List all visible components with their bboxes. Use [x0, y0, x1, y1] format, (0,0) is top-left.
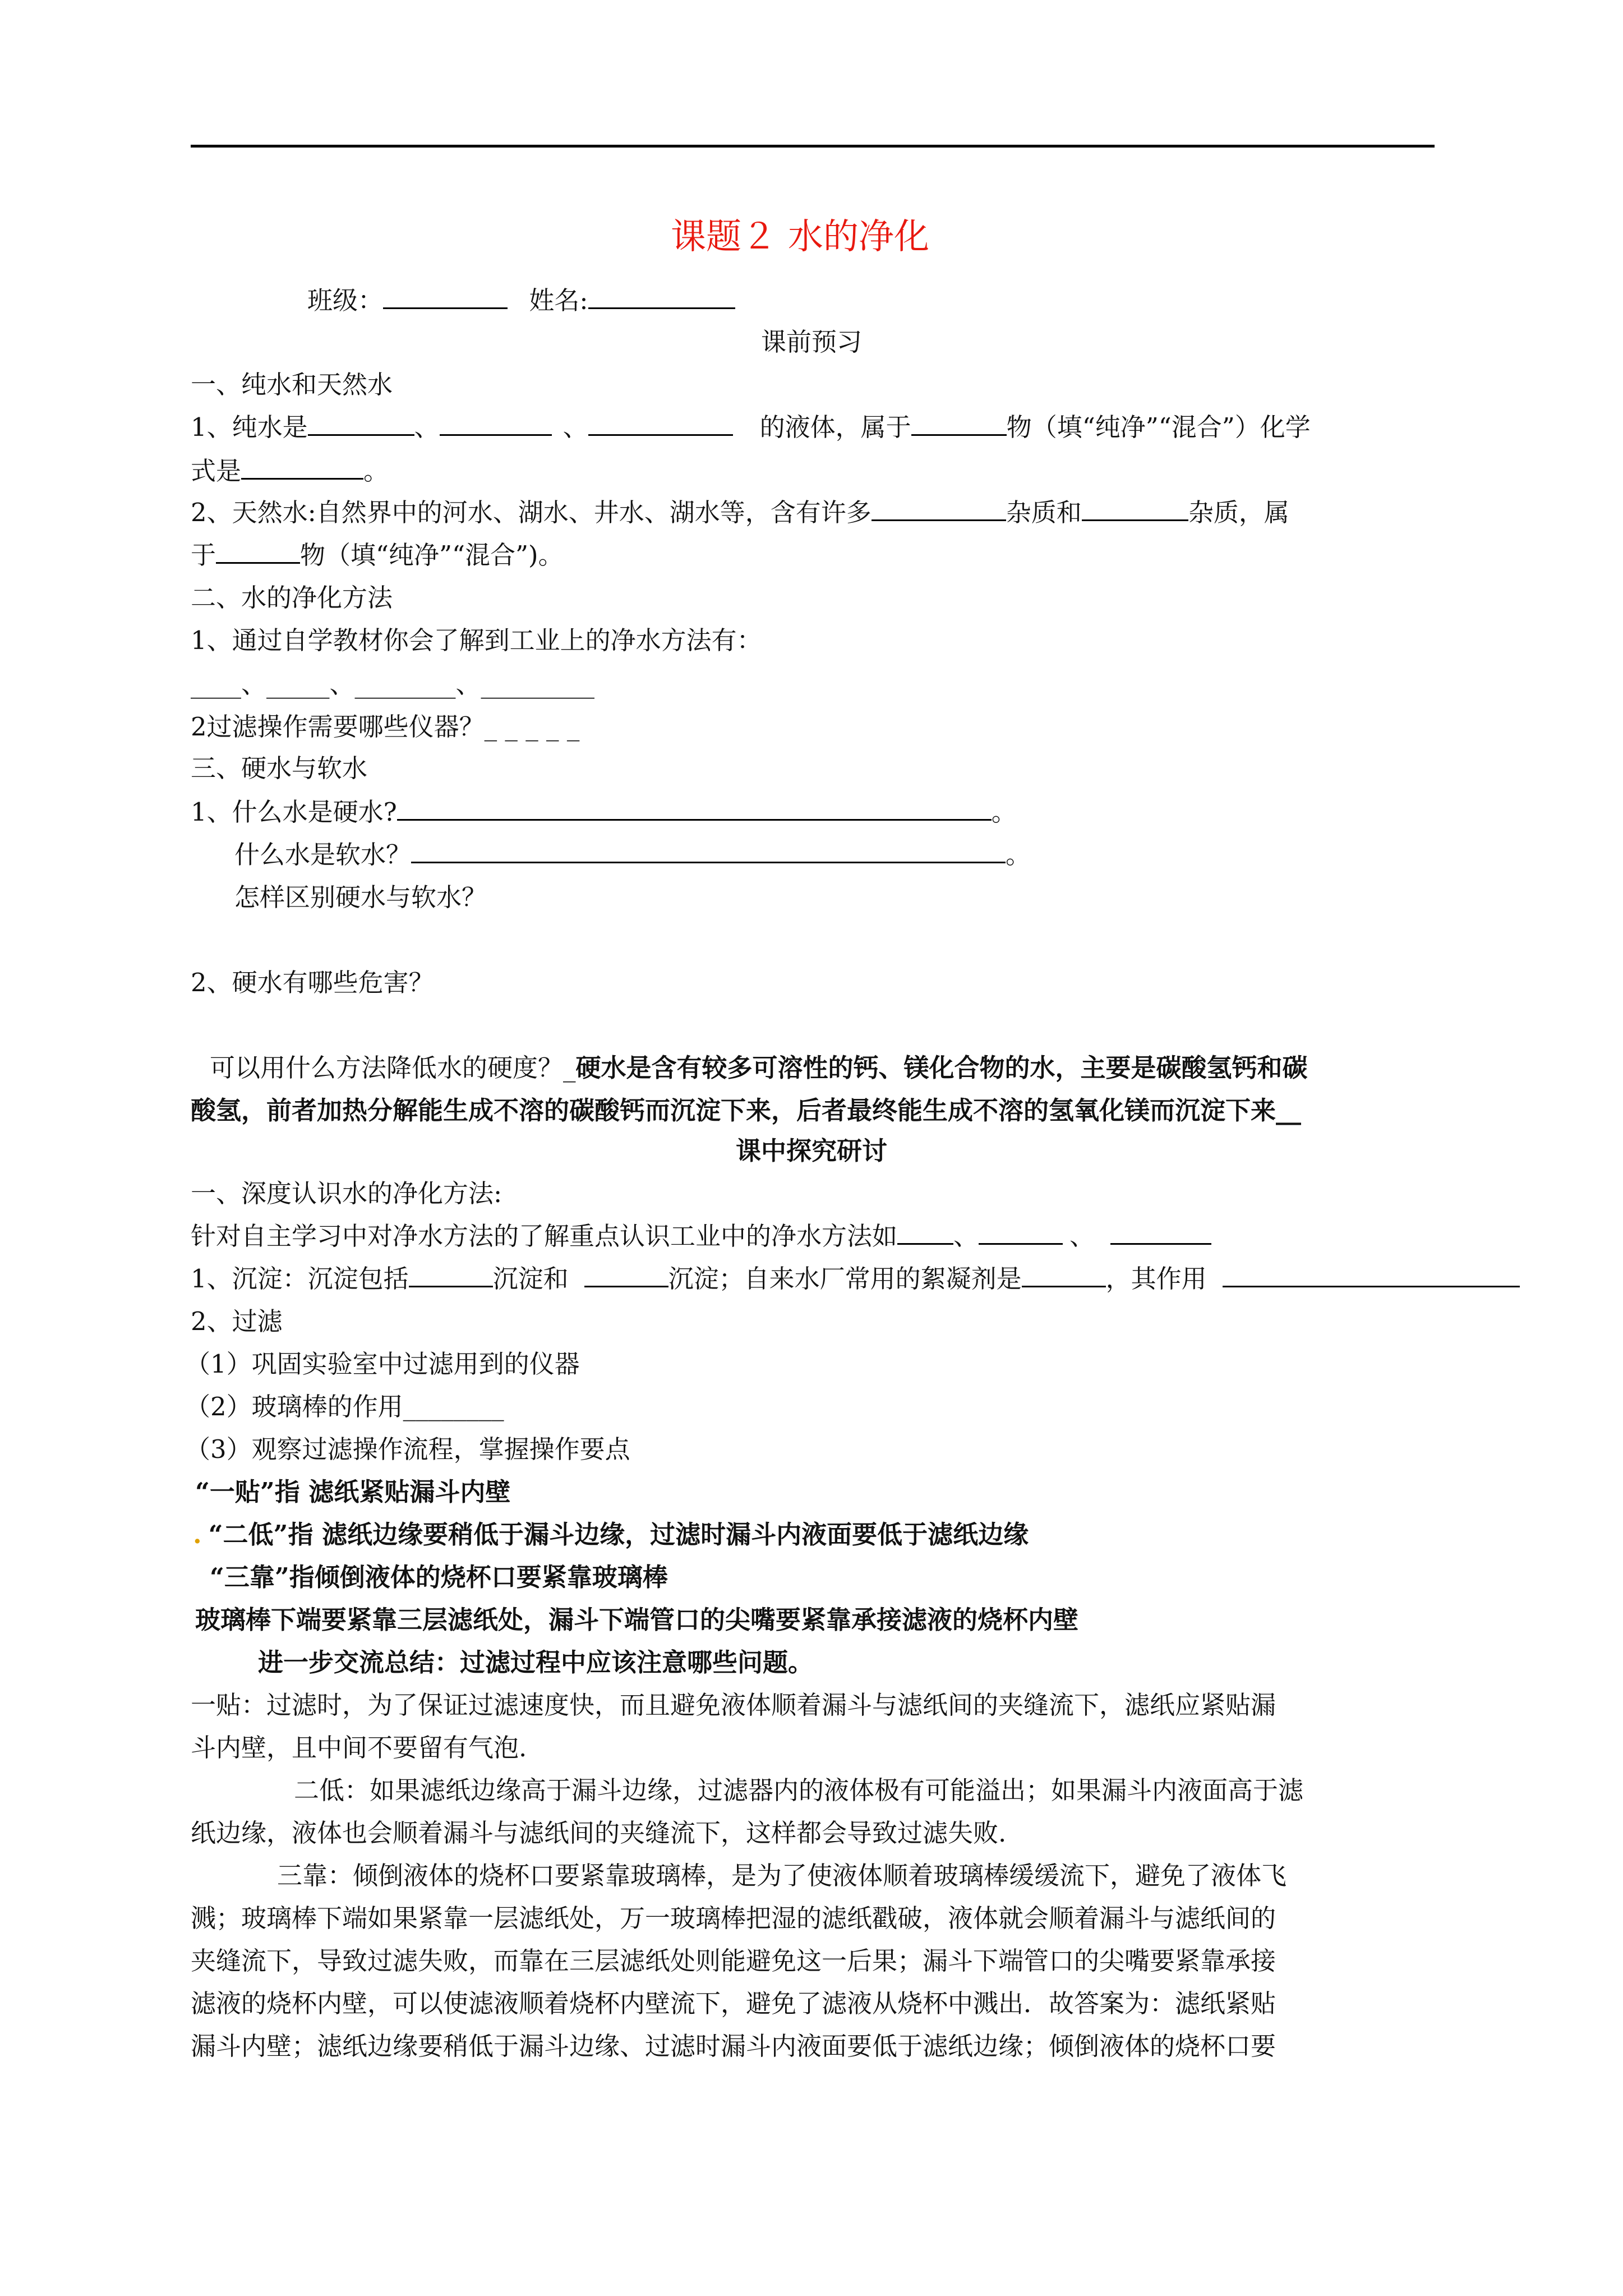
s1-q1-text: 1、纯水是	[191, 412, 308, 442]
para3-line4: 滤液的烧杯内壁，可以使滤液顺着烧杯内壁流下，避免了滤液从烧杯中溅出．故答案为：滤纸紧贴	[191, 1989, 1276, 2018]
c1-q1-text3: 沉淀；自来水厂常用的絮凝剂是	[668, 1264, 1022, 1294]
class-field[interactable]	[383, 284, 508, 309]
s3-q1b-end: 。	[1006, 840, 1031, 869]
s1-q1-blank3[interactable]	[588, 411, 733, 436]
s1-q2-text2: 杂质和	[1006, 498, 1082, 527]
c2-item2: （2）玻璃棒的作用________	[185, 1392, 504, 1421]
c1-heading: 一、深度认识水的净化方法:	[191, 1179, 502, 1208]
c1-intro-blank1[interactable]	[897, 1220, 953, 1245]
s1-question2-cont	[191, 539, 564, 572]
s2-question2: 2过滤操作需要哪些仪器？_ _ _ _ _	[191, 712, 580, 742]
tip-three-lean: “三靠”指倾倒液体的烧杯口要紧靠玻璃棒	[210, 1562, 668, 1592]
c2-item3: （3）观察过滤操作流程，掌握操作要点	[185, 1434, 630, 1464]
para1-line2: 斗内壁，且中间不要留有气泡.	[191, 1733, 527, 1763]
preview-heading: 课前预习	[760, 327, 862, 357]
section3-heading: 三、硬水与软水	[191, 753, 368, 783]
s1-q2-text3: 杂质，属	[1188, 498, 1289, 527]
s3-q3-text: 可以用什么方法降低水的硬度？_	[210, 1053, 576, 1083]
s3-q1-end: 。	[991, 797, 1017, 827]
para3-line3: 夹缝流下，导致过滤失败，而靠在三层滤纸处则能避免这一后果；漏斗下端管口的尖嘴要紧靠承接	[191, 1946, 1276, 1976]
s3-q3-answer-line1: 硬水是含有较多可溶性的钙、镁化合物的水，主要是碳酸氢钙和碳	[575, 1053, 1308, 1083]
section2-heading: 二、水的净化方法	[191, 583, 393, 613]
s1-q1-blank5[interactable]	[241, 454, 363, 480]
c1-q1-text4: ，其作用	[1105, 1264, 1207, 1294]
para2-line1: 二低：如果滤纸边缘高于漏斗边缘，过滤器内的液体极有可能溢出；如果漏斗内液面高于滤	[294, 1775, 1304, 1805]
name-label: 姓名:	[529, 286, 588, 315]
c1-sep2: 、	[1069, 1221, 1095, 1251]
s3-question2: 2、硬水有哪些危害？	[191, 968, 434, 997]
c1-q1-blank4[interactable]	[1223, 1262, 1520, 1287]
s3-q1-text: 1、什么水是硬水?	[191, 797, 397, 827]
s1-q2-text: 2、天然水:自然界中的河水、湖水、井水、湖水等，含有许多	[191, 498, 872, 527]
tip-three-lean-detail: 玻璃棒下端要紧靠三层滤纸处，漏斗下端管口的尖嘴要紧靠承接滤液的烧杯内壁	[195, 1605, 1079, 1635]
tip-two-low-text: “二低”指 滤纸边缘要稍低于漏斗边缘，过滤时漏斗内液面要低于滤纸边缘	[208, 1520, 1029, 1549]
para3-line2: 溅；玻璃棒下端如果紧靠一层滤纸处，万一玻璃棒把湿的滤纸戳破，液体就会顺着漏斗与滤纸间的	[191, 1903, 1276, 1933]
c1-q1-blank1[interactable]	[409, 1262, 493, 1287]
bullet-dot: .	[193, 1520, 202, 1549]
c2-heading: 2、过滤	[191, 1306, 283, 1336]
s3-q1-blank[interactable]	[397, 795, 992, 821]
s1-question2	[191, 496, 1289, 530]
s1-q1-text2: 的液体，属于	[759, 412, 911, 442]
c1-sep1: 、	[953, 1221, 979, 1251]
inclass-heading: 课中探究研讨	[735, 1136, 887, 1166]
s1-q1-blank1[interactable]	[308, 411, 414, 436]
s1-question1	[191, 411, 1311, 444]
para3-line5: 漏斗内壁；滤纸边缘要稍低于漏斗边缘、过滤时漏斗内液面要低于滤纸边缘；倾倒液体的烧杯口要	[191, 2031, 1276, 2061]
s3-q1b-text: 什么水是软水？	[234, 840, 412, 869]
class-label: 班级：	[307, 286, 384, 315]
s1-q2-blank3[interactable]	[216, 539, 300, 564]
s1-q1-sep2: 、	[562, 412, 588, 442]
s3-q1b-blank[interactable]	[411, 838, 1006, 863]
c1-intro-blank3[interactable]	[1110, 1220, 1211, 1245]
s3-question1b	[234, 838, 1031, 872]
tip-one-paste: “一贴”指 滤纸紧贴漏斗内壁	[195, 1477, 511, 1507]
para2-line2: 纸边缘，液体也会顺着漏斗与滤纸间的夹缝流下，这样都会导致过滤失败.	[191, 1818, 1007, 1848]
s1-question1-cont	[191, 454, 389, 488]
s1-q1-sep1: 、	[414, 412, 440, 442]
tip-two-low	[193, 1518, 1029, 1552]
para1-line1: 一贴：过滤时，为了保证过滤速度快，而且避免液体顺着漏斗与滤纸间的夹缝流下，滤纸应紧贴漏	[191, 1690, 1276, 1720]
c1-q1-text2: 沉淀和	[492, 1264, 569, 1294]
s3-question1c: 怎样区别硬水与软水？	[234, 882, 487, 912]
s1-q1-end: 。	[363, 456, 389, 486]
s1-q1-text3: 物（填“纯净”“混合”）化学	[1006, 412, 1311, 442]
s1-q2-text5: 物（填“纯净”“混合”)。	[300, 540, 564, 570]
c2-item1: （1）巩固实验室中过滤用到的仪器	[185, 1349, 580, 1379]
s1-q2-blank1[interactable]	[872, 496, 1006, 521]
student-info-row	[307, 284, 735, 318]
s1-q1-blank2[interactable]	[440, 411, 552, 436]
header-rule	[191, 145, 1435, 148]
s1-q2-text4: 于	[191, 540, 216, 570]
section1-heading: 一、纯水和天然水	[191, 370, 393, 399]
s3-q3-answer-line2: 酸氢，前者加热分解能生成不溶的碳酸钙而沉淀下来，后者最终能生成不溶的氢氧化镁而沉淀下来__	[191, 1096, 1302, 1125]
para3-line1: 三靠：倾倒液体的烧杯口要紧靠玻璃棒，是为了使液体顺着玻璃棒缓缓流下，避免了液体飞	[277, 1861, 1287, 1890]
summary-heading: 进一步交流总结：过滤过程中应该注意哪些问题。	[258, 1648, 814, 1677]
s1-q2-blank2[interactable]	[1082, 496, 1188, 521]
c1-q1-blank3[interactable]	[1022, 1262, 1106, 1287]
page-title: 课题２ 水的净化	[671, 216, 930, 257]
c1-intro-text: 针对自主学习中对净水方法的了解重点认识工业中的净水方法如	[191, 1221, 898, 1251]
c1-q1-blank2[interactable]	[584, 1262, 668, 1287]
c1-q1-text: 1、沉淀：沉淀包括	[191, 1264, 409, 1294]
s2-question1-blanks[interactable]: ____、_____、________、_________	[191, 669, 595, 699]
s3-question1	[191, 795, 1017, 829]
s2-question1: 1、通过自学教材你会了解到工业上的净水方法有：	[191, 625, 762, 655]
s3-question3	[210, 1051, 1308, 1085]
s1-q1-blank4[interactable]	[911, 411, 1007, 436]
s1-q1-text4: 式是	[191, 456, 242, 486]
name-field[interactable]	[588, 284, 735, 309]
c1-question1	[191, 1262, 1520, 1296]
c1-intro	[191, 1220, 1211, 1253]
c1-intro-blank2[interactable]	[979, 1220, 1063, 1245]
